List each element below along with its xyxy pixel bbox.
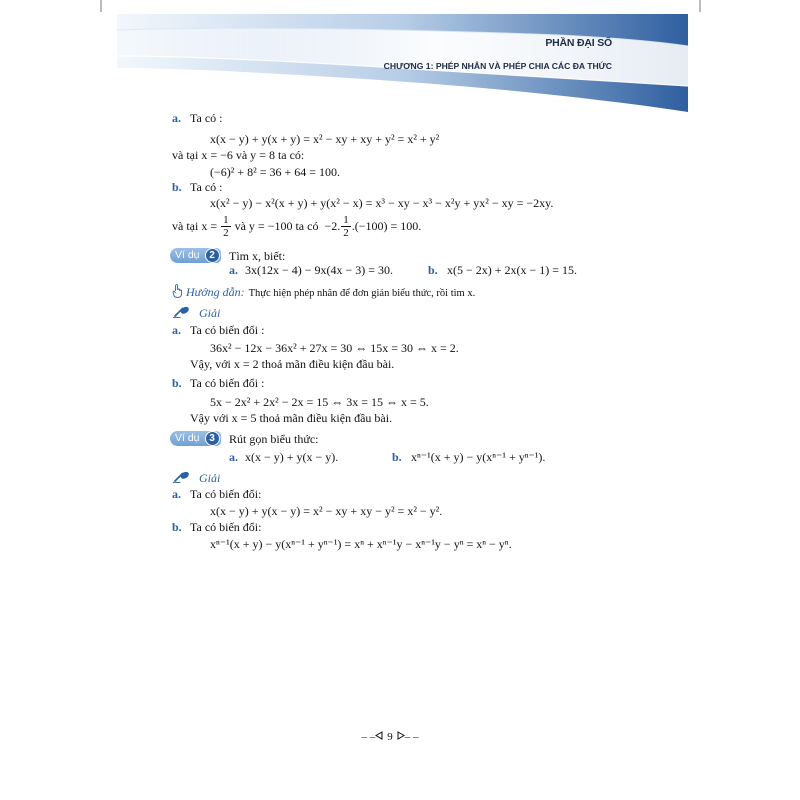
triangle-right-icon (397, 729, 405, 745)
condition-coefficient: −2. (324, 219, 341, 233)
page-footer (330, 729, 450, 745)
item-label: a. (172, 323, 181, 337)
hint-label: Hướng dẫn: (186, 285, 245, 299)
hint-text: Thực hiện phép nhân để đơn giản biểu thức, rồi tìm x. (248, 288, 476, 299)
solution-item-b (172, 375, 264, 391)
task-label: b. (428, 263, 438, 277)
pointing-hand-icon (172, 284, 183, 302)
solution-item-a (172, 110, 222, 126)
example-prompt: Rút gọn biểu thức: (229, 432, 319, 446)
triangle-left-icon (375, 729, 383, 745)
item-intro: Ta có : (190, 180, 223, 194)
solution-item-a (172, 322, 264, 338)
work-formula: x(x − y) + y(x − y) = x² − xy + xy − y² = x² − y². (210, 504, 443, 518)
task-b (428, 262, 577, 278)
fraction-factor (341, 214, 351, 239)
work-formula: 36x² − 12x − 36x² + 27x = 30 ⇔ 15x = 30 ⇔ x = 2. (210, 341, 459, 355)
example-number: 3 (205, 431, 220, 446)
solution-label: Giải (199, 306, 221, 320)
example-prompt: Tìm x, biết: (229, 249, 286, 263)
task-label: a. (229, 450, 238, 464)
condition-text: và tại x = −6 và y = 8 ta có: (172, 148, 305, 162)
task-text: x(x − y) + y(x − y). (245, 450, 339, 464)
fraction-numerator: 1 (223, 213, 229, 226)
condition-before: và tại x = (172, 219, 218, 233)
fraction-x-value (221, 214, 231, 239)
footer-dashes-right: – – (404, 731, 419, 743)
conclusion-text: Vậy, với x = 2 thoả mãn điều kiện đầu bài. (190, 357, 395, 371)
evaluation-formula: (−6)² + 8² = 36 + 64 = 100. (210, 165, 341, 179)
condition-middle: và y = −100 ta có (234, 219, 319, 233)
expansion-formula: x(x² − y) − x²(x + y) + y(x² − x) = x³ − xy − x³ − x²y + yx² − xy = −2xy. (210, 196, 554, 210)
task-a (229, 262, 393, 278)
example-badge (170, 248, 221, 263)
solution-heading (172, 470, 220, 486)
example-badge (170, 431, 221, 446)
solution-label: Giải (199, 471, 221, 485)
part-title: PHẦN ĐẠI SỐ (545, 37, 612, 49)
footer-dashes-left: – – (361, 731, 376, 743)
expansion-formula: x(x − y) + y(x + y) = x² − xy + xy + y² = x² + y² (210, 132, 440, 146)
writing-hand-icon (172, 305, 190, 323)
item-label: a. (172, 111, 181, 125)
fraction-denominator: 2 (223, 226, 229, 239)
work-formula: 5x − 2x² + 2x² − 2x = 15 ⇔ 3x = 15 ⇔ x = 5. (210, 395, 429, 409)
item-label: b. (172, 180, 182, 194)
task-a (229, 449, 338, 465)
item-intro: Ta có biến đổi: (190, 487, 262, 501)
example-badge-label: Ví dụ (175, 432, 200, 444)
task-b (392, 449, 545, 465)
item-intro: Ta có biến đổi : (190, 323, 265, 337)
item-intro: Ta có biến đổi : (190, 376, 265, 390)
item-label: b. (172, 376, 182, 390)
work-formula: xⁿ⁻¹(x + y) − y(xⁿ⁻¹ + yⁿ⁻¹) = xⁿ + xⁿ⁻¹y − xⁿ⁻¹y − yⁿ = xⁿ − yⁿ. (210, 537, 512, 551)
solution-item-b (172, 519, 261, 535)
task-label: a. (229, 263, 238, 277)
condition-after: .(−100) = 100. (351, 219, 422, 233)
conclusion-text: Vậy với x = 5 thoả mãn điều kiện đầu bài. (190, 411, 393, 425)
page-number: 9 (387, 731, 393, 743)
task-label: b. (392, 450, 402, 464)
example-number: 2 (205, 248, 220, 263)
item-intro: Ta có biến đổi: (190, 520, 262, 534)
item-label: b. (172, 520, 182, 534)
task-text: x(5 − 2x) + 2x(x − 1) = 15. (447, 263, 578, 277)
task-text: xⁿ⁻¹(x + y) − y(xⁿ⁻¹ + yⁿ⁻¹). (411, 450, 546, 464)
solution-heading (172, 305, 220, 321)
item-label: a. (172, 487, 181, 501)
solution-item-a (172, 486, 261, 502)
task-text: 3x(12x − 4) − 9x(4x − 3) = 30. (245, 263, 394, 277)
item-intro: Ta có : (190, 111, 223, 125)
fraction-numerator: 1 (343, 213, 349, 226)
chapter-title: CHƯƠNG 1: PHÉP NHÂN VÀ PHÉP CHIA CÁC ĐA THỨC (383, 61, 612, 71)
fraction-denominator: 2 (343, 226, 349, 239)
solution-item-b (172, 179, 222, 195)
example-badge-label: Ví dụ (175, 249, 200, 261)
hint-line (172, 284, 475, 300)
condition-with-fractions (172, 211, 421, 241)
